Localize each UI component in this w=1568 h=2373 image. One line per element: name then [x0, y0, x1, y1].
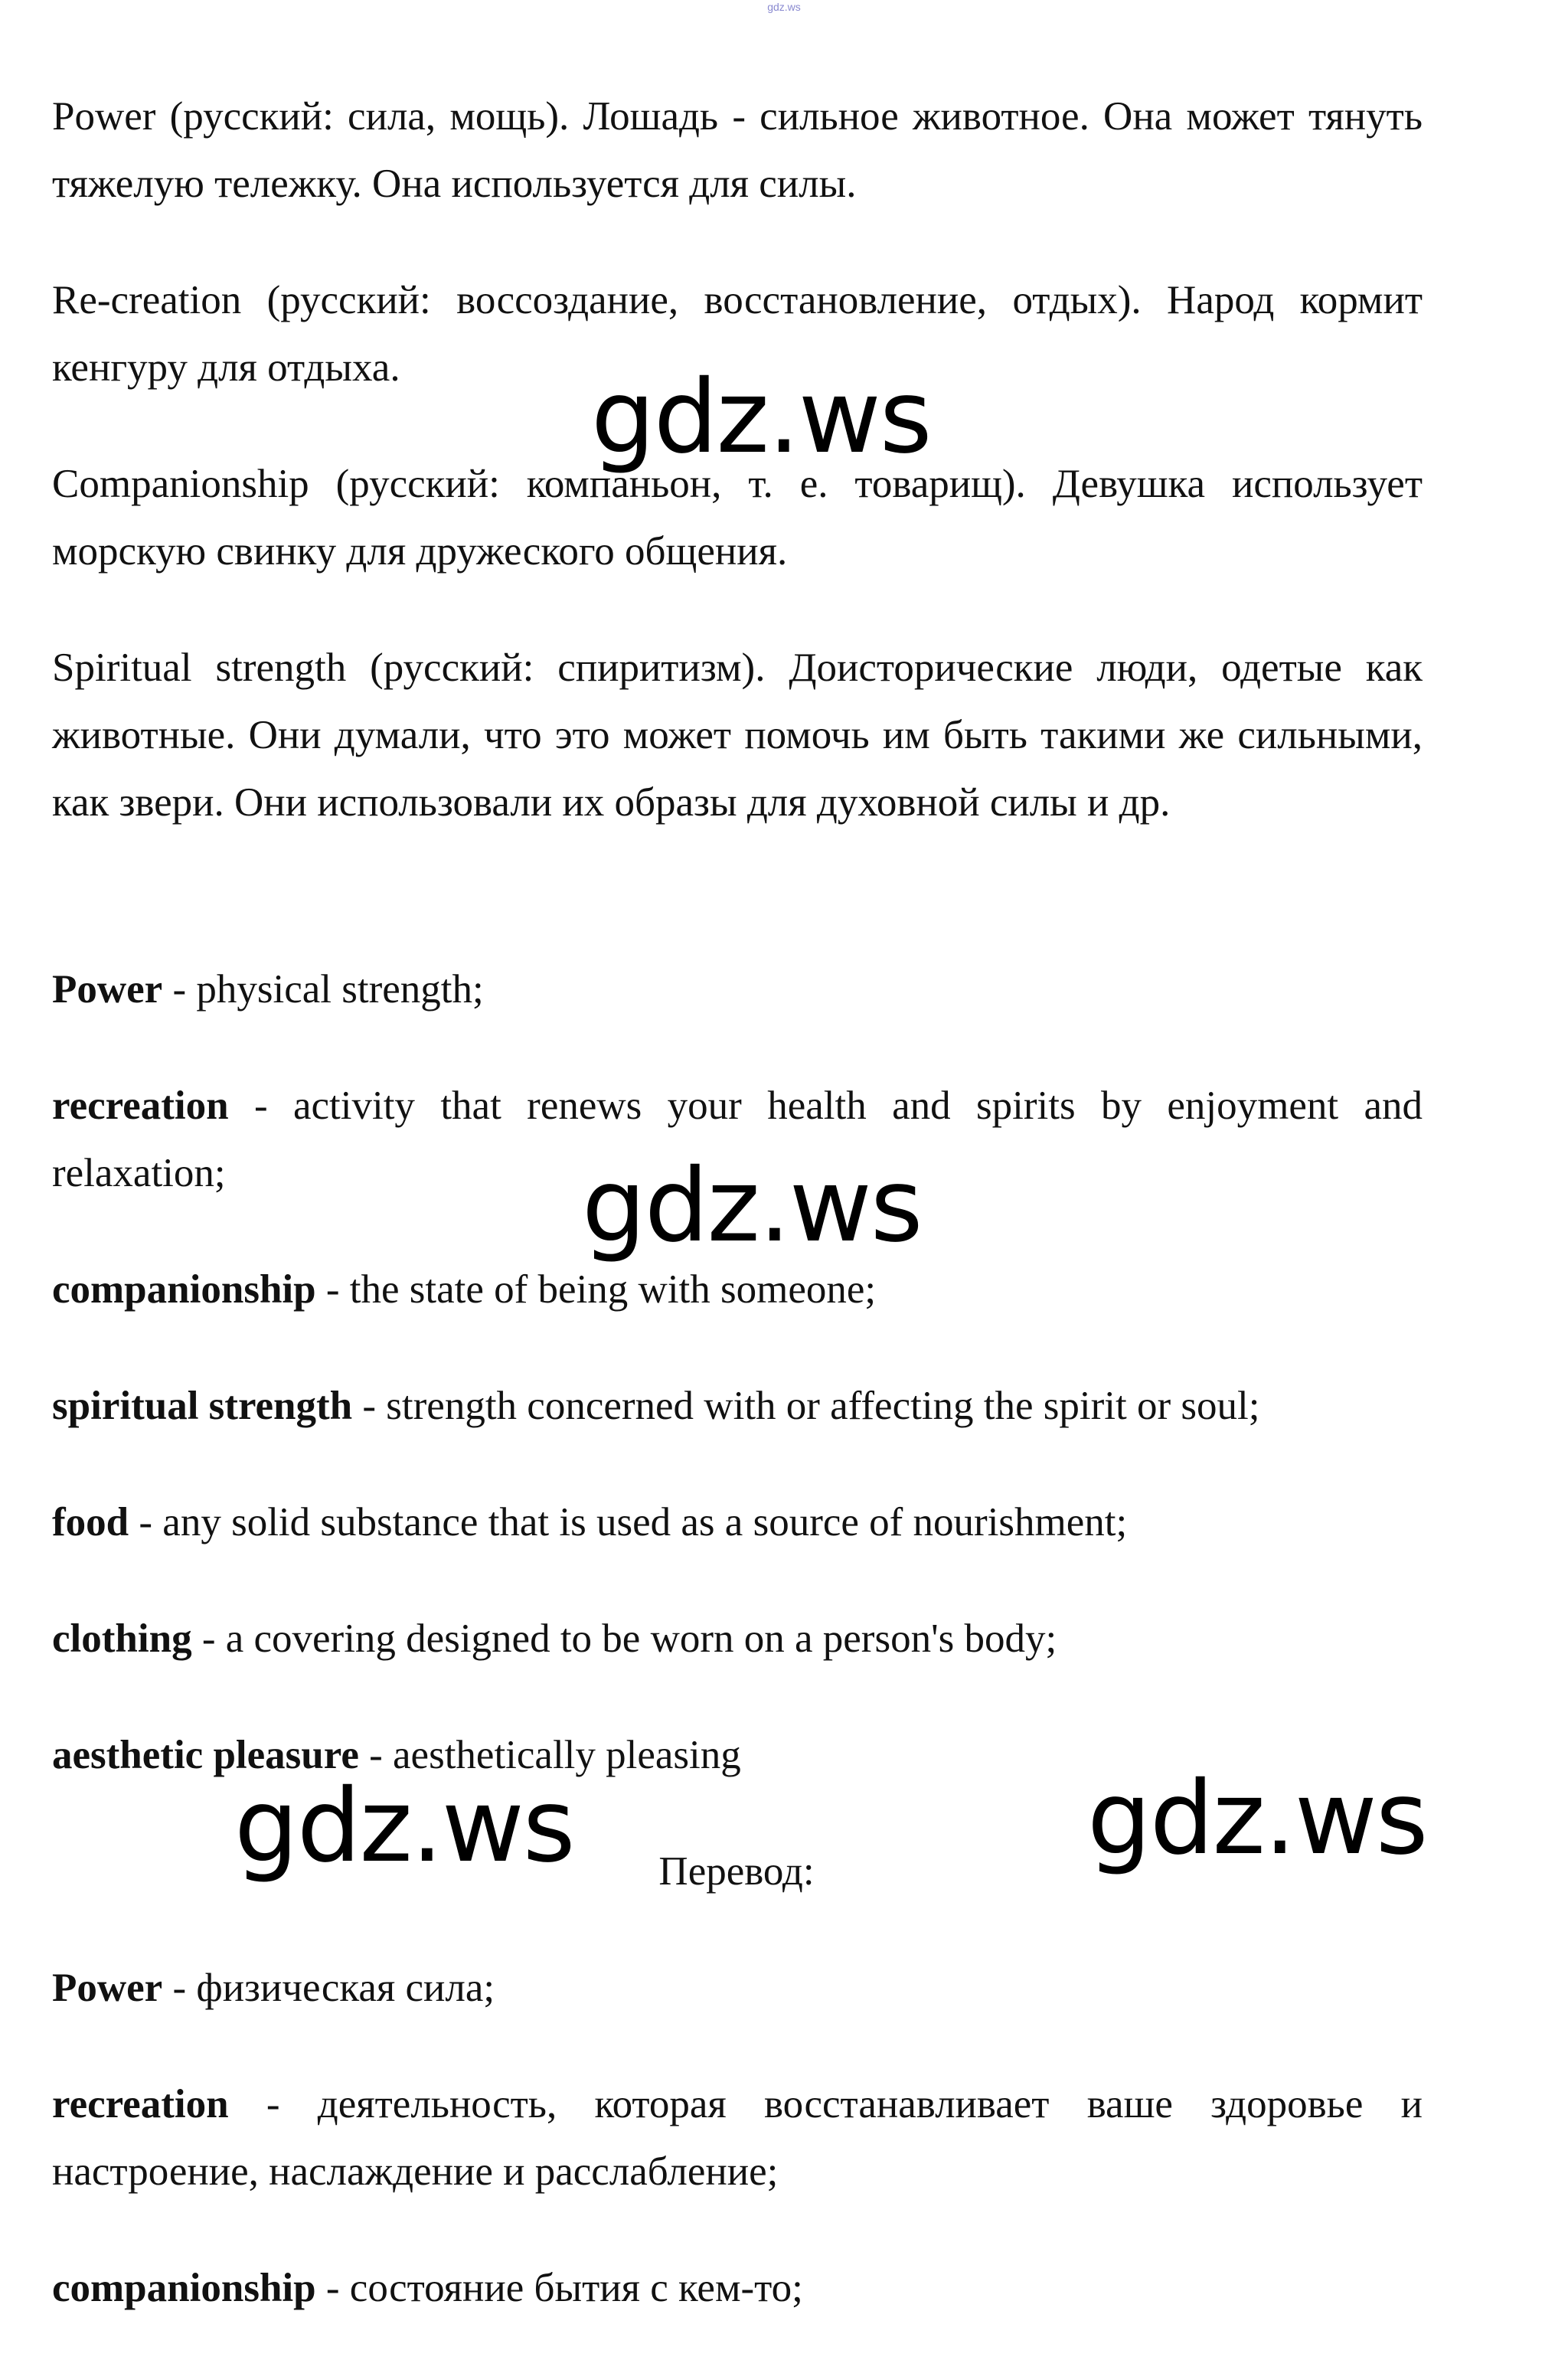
definition-text: - a covering designed to be worn on a person's body;: [191, 1616, 1057, 1661]
translation-power: [52, 1954, 1423, 2022]
paragraph-spiritual-strength: Spiritual strength (русский: спиритизм). Доисторические люди, одетые как животные. Они думали, что это может помочь им быть такими же сильными, как звери. Они использовали их образы для духовной силы и др.: [52, 646, 1423, 825]
definition-clothing: [52, 1605, 1423, 1672]
definition-term: recreation: [52, 1084, 229, 1128]
definition-text: - the state of being with someone;: [315, 1267, 877, 1312]
watermark: gdz.ws: [582, 1147, 922, 1265]
definition-companionship: [52, 1256, 1423, 1323]
paragraph-companionship: Companionship (русский: компаньон, т. е. товарищ). Девушка использует морскую свинку для дружеского общения.: [52, 462, 1423, 574]
definition-food: [52, 1489, 1423, 1556]
definition-text: - aesthetically pleasing: [358, 1733, 741, 1777]
paragraph-power: Power (русский: сила, мощь). Лошадь - сильное животное. Она может тянуть тяжелую тележку. Она используется для силы.: [52, 94, 1423, 206]
definition-term: spiritual strength: [52, 1384, 353, 1428]
definition-term: aesthetic pleasure: [52, 1733, 359, 1777]
paragraph-recreation: Re-creation (русский: воссоздание, восстановление, отдых). Народ кормит кенгуру для отдыха.: [52, 278, 1423, 390]
definition-term: Power: [52, 967, 163, 1012]
watermark: gdz.ws: [591, 358, 931, 476]
definition-text: - any solid substance that is used as a source of nourishment;: [129, 1500, 1128, 1544]
translation-term: companionship: [52, 2266, 316, 2310]
translation-term: recreation: [52, 2082, 229, 2126]
translation-term: Power: [52, 1966, 163, 2010]
watermark: gdz.ws: [234, 1767, 574, 1885]
translation-text: - физическая сила;: [162, 1966, 495, 2010]
header-site-mark: gdz.ws: [767, 1, 801, 13]
definition-term: clothing: [52, 1616, 192, 1661]
translation-text: - состояние бытия с кем-то;: [315, 2266, 803, 2310]
translation-companionship: [52, 2254, 1423, 2322]
definition-term: companionship: [52, 1267, 316, 1312]
definition-power: [52, 956, 1423, 1023]
definition-text: - physical strength;: [162, 967, 484, 1012]
definition-term: food: [52, 1500, 129, 1544]
definition-text: - strength concerned with or affecting the spirit or soul;: [352, 1384, 1260, 1428]
watermark: gdz.ws: [1087, 1760, 1427, 1878]
definition-text: - activity that renews your health and spirits by enjoyment and relaxation;: [52, 1084, 1423, 1195]
definition-spiritual-strength: [52, 1372, 1423, 1440]
translation-recreation: [52, 2071, 1423, 2205]
translation-heading: Перевод:: [658, 1849, 815, 1894]
translation-text: - деятельность, которая восстанавливает ваше здоровье и настроение, наслаждение и расслабление;: [52, 2082, 1423, 2194]
